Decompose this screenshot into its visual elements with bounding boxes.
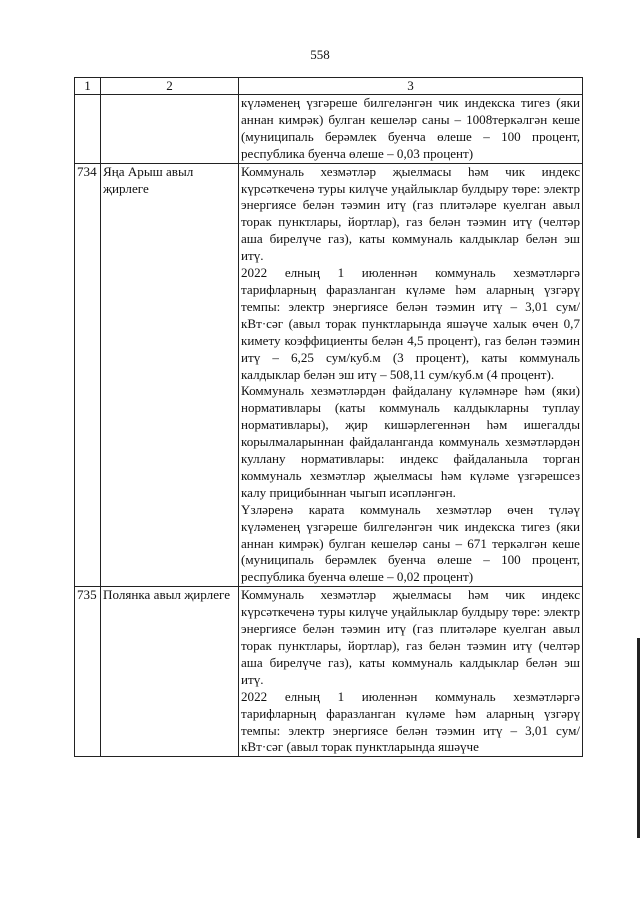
description-paragraph: Коммуналь хезмәтләр җыелмасы һәм чик индекс күрсәткеченә туры килүче уңайлыклар булдыру төре: электр энергиясе белән тәэмин итү (газ плитәләре куелган авыл торак пунктлары, йортлар), газ белән тәэмин итү (челтәр аша бирелүче газ), каты коммуналь калдыклар белән эш итү.	[241, 163, 580, 264]
table-row	[75, 587, 583, 757]
document-table	[74, 77, 583, 757]
description-paragraph: Коммуналь хезмәтләр җыелмасы һәм чик индекс күрсәткеченә туры килүче уңайлыклар булдыру төре: электр энергиясе белән тәэмин итү (газ плитәләре куелган авыл торак пунктлары, йортлар), газ белән тәэмин итү (челтәр аша бирелүче газ), каты коммуналь калдыклар белән эш итү.	[241, 587, 580, 687]
column-header-3: 3	[239, 78, 583, 95]
description-paragraph: 2022 елның 1 июленнән коммуналь хезмәтләргә тарифларның фаразланган күләме һәм аларның үзгәрү темпы: электр энергиясе белән тәэмин итү – 3,01 сум/кВт·сәг (авыл торак пунктларында яшәүче халык өчен 0,7 кимету коэффициенты белән 4,5 процент), газ белән тәэмин итү – 6,25 сум/куб.м (3 процент), каты коммуналь калдыклар белән эш итү – 508,11 сум/куб.м (4 процент).	[241, 265, 580, 382]
row-number: 735	[75, 587, 101, 757]
column-header-2: 2	[101, 78, 239, 95]
row-description	[239, 163, 583, 587]
settlement-name: Полянка авыл җирлеге	[101, 587, 239, 757]
column-header-1: 1	[75, 78, 101, 95]
table-header-row	[75, 78, 583, 95]
table-row	[75, 95, 583, 164]
row-description	[239, 587, 583, 757]
page-number: 558	[310, 47, 330, 62]
description-paragraph: Коммуналь хезмәтләрдән файдалану күләмнәре һәм (яки) нормативлары (каты коммуналь калдыкларны туплау нормативлары), җир кишәрлегеннән һәм ишегалды корылмаларыннан файдаланганда коммуналь хезмәтләрдән куллану нормативлары: индекс файдаланыла торган коммуналь хезмәтләр җыелмасы һәм күләме үзгәрешсез калу прицибыннан чыгып исәпләнгән.	[241, 383, 580, 500]
description-paragraph: Үзләренә карата коммуналь хезмәтләр өчен түләү күләменең үзгәреше билгеләнгән чик индекска тигез (яки аннан кимрәк) булган кешеләр саны – 671 теркәлгән кеше (муниципаль берәмлек буенча өлеше – 100 процент, республика буенча өлеше – 0,02 процент)	[241, 501, 580, 585]
settlement-name: Яңа Арыш авыл җирлеге	[101, 163, 239, 587]
description-paragraph: күләменең үзгәреше билгеләнгән чик индекска тигез (яки аннан кимрәк) булган кешеләр саны – 1008теркәлгән кеше (муниципаль берәмлек буенча өлеше – 100 процент, республика буенча өлеше – 0,03 процент)	[241, 95, 580, 161]
description-paragraph: 2022 елның 1 июленнән коммуналь хезмәтләргә тарифларның фаразланган күләме һәм аларның үзгәрү темпы: электр энергиясе белән тәэмин итү – 3,01 сум/кВт·сәг (авыл торак пунктларында яшәүче	[241, 688, 580, 755]
table-row	[75, 163, 583, 587]
row-number	[75, 95, 101, 164]
settlement-name	[101, 95, 239, 164]
row-number: 734	[75, 163, 101, 587]
row-description	[239, 95, 583, 164]
